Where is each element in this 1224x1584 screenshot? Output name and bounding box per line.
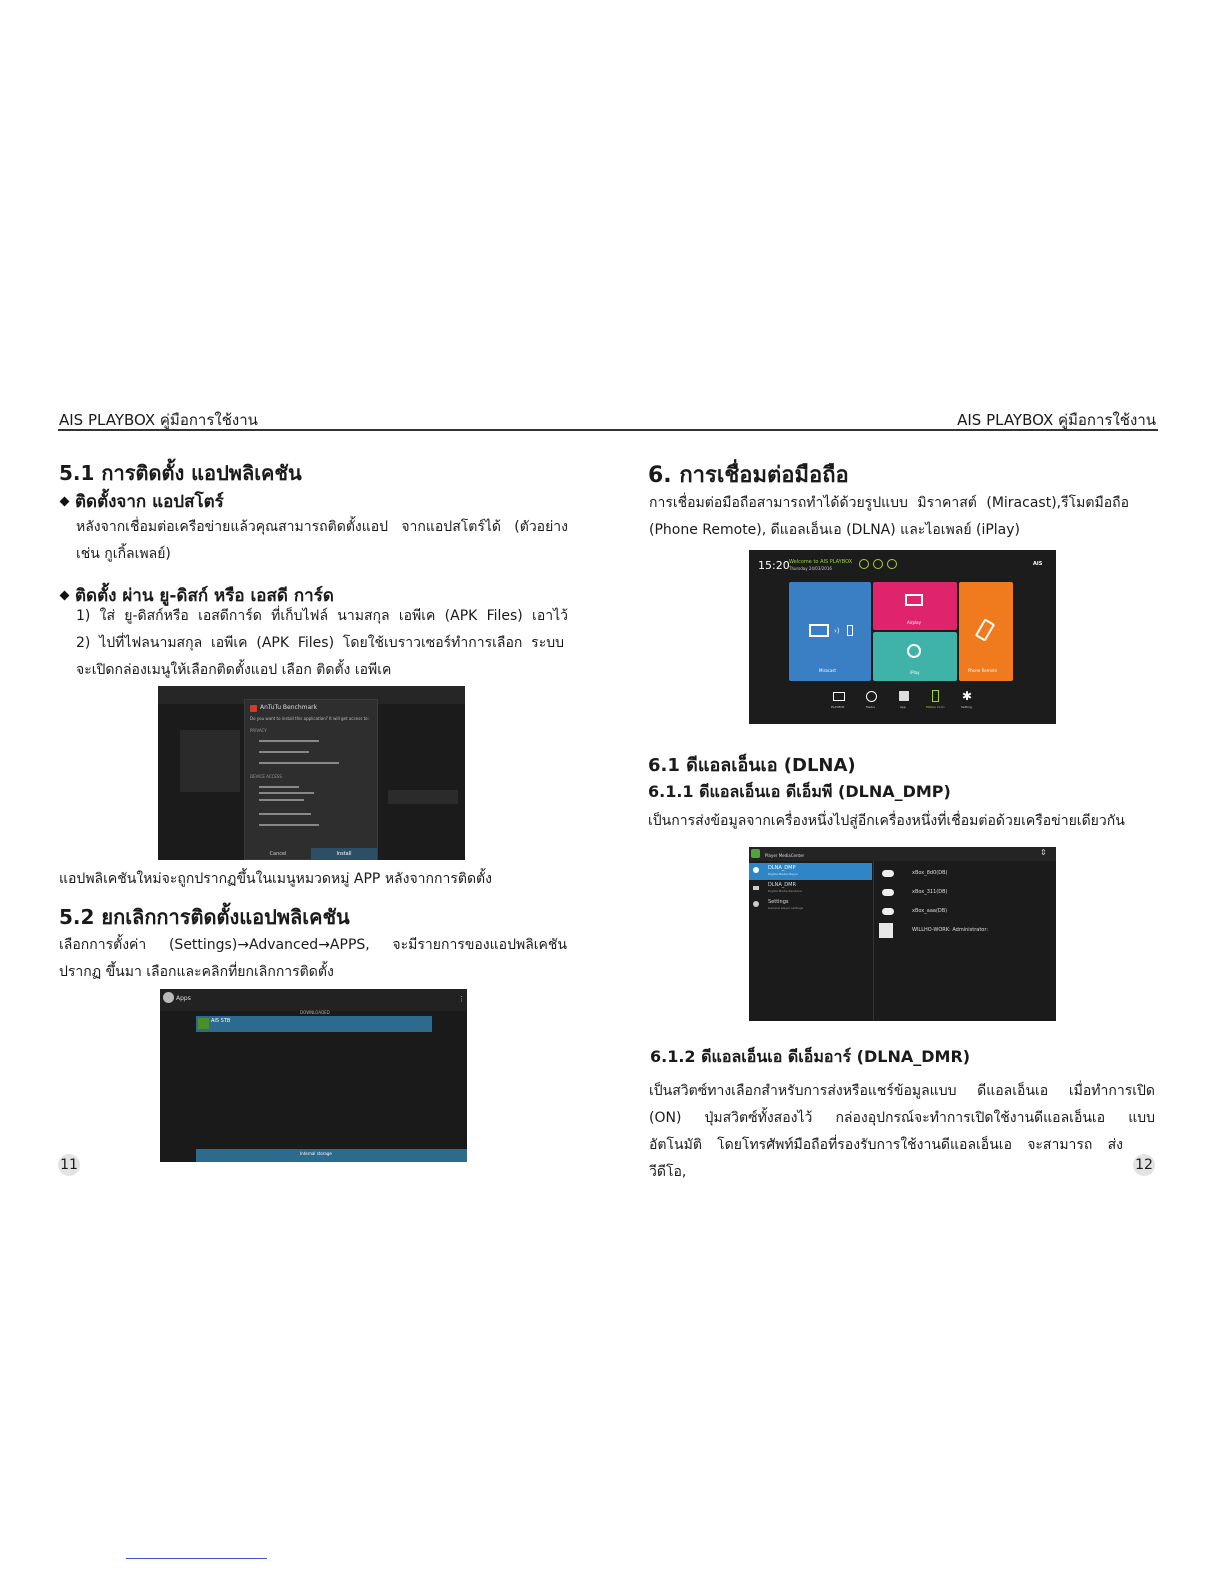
page-number-right: 12 xyxy=(1133,1154,1155,1176)
app-row-ais-stb[interactable] xyxy=(196,1016,432,1032)
section-6-1-1-title: 6.1.1 ดีแอลเอ็นเอ ดีเอ็มพี (DLNA_DMP) xyxy=(648,782,951,801)
dock-label: Media xyxy=(866,705,876,709)
permission-line xyxy=(259,751,309,753)
diamond-bullet-icon xyxy=(59,590,71,602)
antutu-app-icon xyxy=(250,705,257,712)
server-row[interactable] xyxy=(879,903,1049,921)
remote-icon xyxy=(975,618,995,641)
sort-arrows-icon[interactable]: ⇕ xyxy=(1040,848,1047,857)
apps-title: Apps xyxy=(176,995,191,1002)
mobile-conn-icon[interactable] xyxy=(932,690,939,702)
header-right: AIS PLAYBOX คู่มือการใช้งาน xyxy=(957,411,1156,429)
paragraph-dlna-dmr-line1: เป็นสวิตซ์ทางเลือกสำหรับการส่งหรือแชร์ข้อมูลแบบ ดีแอลเอ็นเอ เมื่อทำการเปิด xyxy=(649,1083,1155,1099)
paragraph-dlna-dmr-line2: (ON) ปุ่มสวิตซ์ทั้งสองไว้ กล่องอุปกรณ์จะทำการเปิดใช้งานดีแอลเอ็นเอ แบบ xyxy=(649,1110,1155,1126)
ais-logo: AIS xyxy=(1033,561,1043,567)
paragraph-dlna-dmr-line3: อัตโนมัติ โดยโทรศัพท์มือถือที่รองรับการใช้งานดีแอลเอ็นเอ จะสามารถ ส่งวีดีโอ, xyxy=(649,1137,1123,1180)
tile-miracast[interactable] xyxy=(789,582,871,681)
tv-icon xyxy=(809,624,829,637)
dlna-title-bar xyxy=(749,847,1056,861)
tile-airplay[interactable] xyxy=(873,582,957,630)
screenshot-dlna-center xyxy=(749,847,1056,1021)
welcome-text: Welcome to AIS PLAYBOX xyxy=(789,559,853,565)
settings-gear-icon xyxy=(753,901,759,907)
storage-bar xyxy=(196,1149,467,1162)
cloud-icon xyxy=(882,908,894,915)
dialog-title: AnTuTu Benchmark xyxy=(260,704,318,711)
permission-line xyxy=(259,762,339,764)
usb-status-icon xyxy=(887,559,897,569)
side-item-name: Settings xyxy=(768,899,789,905)
cast-waves-icon: ›) xyxy=(834,627,840,635)
bullet-app-store xyxy=(59,488,224,515)
dock-label: Mobile Conn xyxy=(926,705,945,709)
side-item-name: DLNA_DMR xyxy=(768,882,796,888)
side-item-dlna-dmp[interactable] xyxy=(749,863,872,880)
section-6-title: 6. การเชื่อมต่อมือถือ xyxy=(648,463,849,488)
paragraph-usb-line3: จะเปิดกล่องเมนูให้เลือกติดตั้งแอป เลือก ติดตั้ง เอพีเค xyxy=(76,662,392,678)
dmp-gear-icon xyxy=(753,867,759,873)
server-name: WILLHO-WORK: Administrator: xyxy=(912,927,989,933)
settings-gear-icon xyxy=(163,992,174,1003)
permission-line xyxy=(259,740,319,742)
header-left: AIS PLAYBOX คู่มือการใช้งาน xyxy=(59,411,258,429)
tile-label: Miracast xyxy=(819,668,836,673)
background-row xyxy=(388,790,458,804)
pane-divider xyxy=(873,861,874,1021)
bullet-app-store-title: ติดตั้งจาก แอปสโตร์ xyxy=(75,492,224,512)
paragraph-usb-line1: 1) ใส่ ยู-ดิสก์หรือ เอสดีการ์ด ที่เก็บไฟล์ นามสกุล เอพีเค (APK Files) เอาไว้ xyxy=(76,608,568,624)
paragraph-after-install: แอปพลิเคชันใหม่จะถูกปรากฏขึ้นในเมนูหมวดหมู่ APP หลังจากการติดตั้ง xyxy=(59,871,492,887)
diamond-bullet-icon xyxy=(59,496,71,508)
server-name: xBox_aaa(DB) xyxy=(912,908,948,914)
tile-label: iPlay xyxy=(910,670,920,675)
cloud-icon xyxy=(882,870,894,877)
screenshot-ais-home xyxy=(749,550,1056,724)
paragraph-uninstall-line2: ปรากฏ ขึ้นมา เลือกและคลิกที่ยกเลิกการติดตั้ง xyxy=(59,964,334,980)
app-title: Player MediaCenter xyxy=(765,853,805,858)
section-6-1-title: 6.1 ดีแอลเอ็นเอ (DLNA) xyxy=(648,755,856,776)
tile-label: Airplay xyxy=(907,620,921,625)
side-item-settings[interactable] xyxy=(749,897,872,914)
permission-line xyxy=(259,792,314,794)
permission-line xyxy=(259,813,311,815)
server-name: xBox_8d0(DB) xyxy=(912,870,948,876)
paragraph-uninstall-line1: เลือกการตั้งค่า (Settings)→Advanced→APPS, จะมีรายการของแอปพลิเคชัน xyxy=(59,937,567,953)
server-name: xBox_311(DB) xyxy=(912,889,948,895)
side-item-sub: Digital Media Player xyxy=(768,872,798,876)
server-row[interactable] xyxy=(879,922,1049,940)
server-row[interactable] xyxy=(879,884,1049,902)
screenshot-apps-list xyxy=(160,989,467,1162)
paragraph-mobile-line2: (Phone Remote), ดีแอลเอ็นเอ (DLNA) และไอเพลย์ (iPlay) xyxy=(649,522,1020,538)
footer-rule xyxy=(126,1558,267,1559)
section-5-1-title: 5.1 การติดตั้ง แอปพลิเคชัน xyxy=(59,461,302,485)
app-name: AIS STB xyxy=(211,1018,231,1024)
media-play-icon[interactable] xyxy=(866,691,877,702)
ais-stb-app-icon xyxy=(198,1018,209,1029)
clock-time: 15:20 xyxy=(758,559,790,572)
overflow-menu-icon[interactable]: ⋮ xyxy=(458,995,465,1003)
airplay-icon xyxy=(905,594,923,606)
windows-server-icon xyxy=(879,923,893,938)
app-grid-icon[interactable] xyxy=(899,691,909,701)
media-center-app-icon xyxy=(751,849,760,858)
playbox-icon[interactable] xyxy=(833,692,845,701)
phone-icon xyxy=(847,625,853,636)
wifi-status-icon xyxy=(859,559,869,569)
tile-phone-remote[interactable] xyxy=(959,582,1013,681)
paragraph-dlna-dmp: เป็นการส่งข้อมูลจากเครื่องหนึ่งไปสู่อีกเครื่องหนึ่งที่เชื่อมต่อด้วยเครือข่ายเดียวกัน xyxy=(648,813,1125,829)
dock-label: App xyxy=(900,705,906,709)
date-text: Thursday 24/03/2016 xyxy=(789,566,832,571)
side-item-name: DLNA_DMP xyxy=(768,865,796,871)
section-5-2-title: 5.2 ยกเลิกการติดตั้งแอปพลิเคชัน xyxy=(59,905,350,929)
page-number-left: 11 xyxy=(58,1154,80,1176)
dmr-screen-icon xyxy=(753,886,759,890)
header-divider xyxy=(58,429,1158,431)
bullet-usb-sd-title: ติดตั้ง ผ่าน ยู-ดิสก์ หรือ เอสดี การ์ด xyxy=(75,586,334,606)
install-dialog xyxy=(244,699,378,860)
server-row[interactable] xyxy=(879,865,1049,883)
section-privacy: PRIVACY xyxy=(250,728,267,733)
iplay-icon xyxy=(907,644,921,658)
tab-downloaded[interactable]: DOWNLOADED xyxy=(300,1010,330,1015)
dock-label: PLAYBOX xyxy=(831,705,845,709)
side-item-sub: General player settings xyxy=(768,906,804,910)
section-6-1-2-title: 6.1.2 ดีแอลเอ็นเอ ดีเอ็มอาร์ (DLNA_DMR) xyxy=(650,1047,971,1066)
cancel-button[interactable]: Cancel xyxy=(269,851,287,857)
permission-line xyxy=(259,799,304,801)
paragraph-mobile-line1: การเชื่อมต่อมือถือสามารถทำได้ด้วยรูปแบบ มิราคาสต์ (Miracast),รีโมตมือถือ xyxy=(649,495,1129,511)
dock-label: Setting xyxy=(961,705,972,709)
section-device-access: DEVICE ACCESS xyxy=(250,774,282,779)
network-status-icon xyxy=(873,559,883,569)
dialog-question: Do you want to install this application? It will get access to: xyxy=(250,716,369,721)
permission-line xyxy=(259,786,299,788)
tile-iplay[interactable] xyxy=(873,632,957,681)
tile-label: Phone Remote xyxy=(968,668,998,673)
permission-line xyxy=(259,824,319,826)
paragraph-app-store-line2: เช่น กูเกิ้ลเพลย์) xyxy=(76,546,171,562)
side-item-sub: Digital Media Renderer xyxy=(768,889,803,893)
paragraph-app-store-line1: หลังจากเชื่อมต่อเครือข่ายแล้วคุณสามารถติดตั้งแอป จากแอปสโตร์ได้ (ตัวอย่าง xyxy=(76,519,568,535)
cloud-icon xyxy=(882,889,894,896)
install-button[interactable]: Install xyxy=(311,848,377,860)
side-item-dlna-dmr[interactable] xyxy=(749,880,872,897)
background-panel xyxy=(180,730,240,792)
paragraph-usb-line2: 2) ไปที่ไฟลนามสกุล เอพีเค (APK Files) โดยใช้เบราวเซอร์ทำการเลือก ระบบ xyxy=(76,635,564,651)
screenshot-install-dialog xyxy=(158,686,465,860)
setting-tools-icon[interactable]: ✱ xyxy=(962,689,973,703)
storage-label: Internal storage xyxy=(300,1151,332,1156)
apps-action-bar xyxy=(160,989,467,1011)
